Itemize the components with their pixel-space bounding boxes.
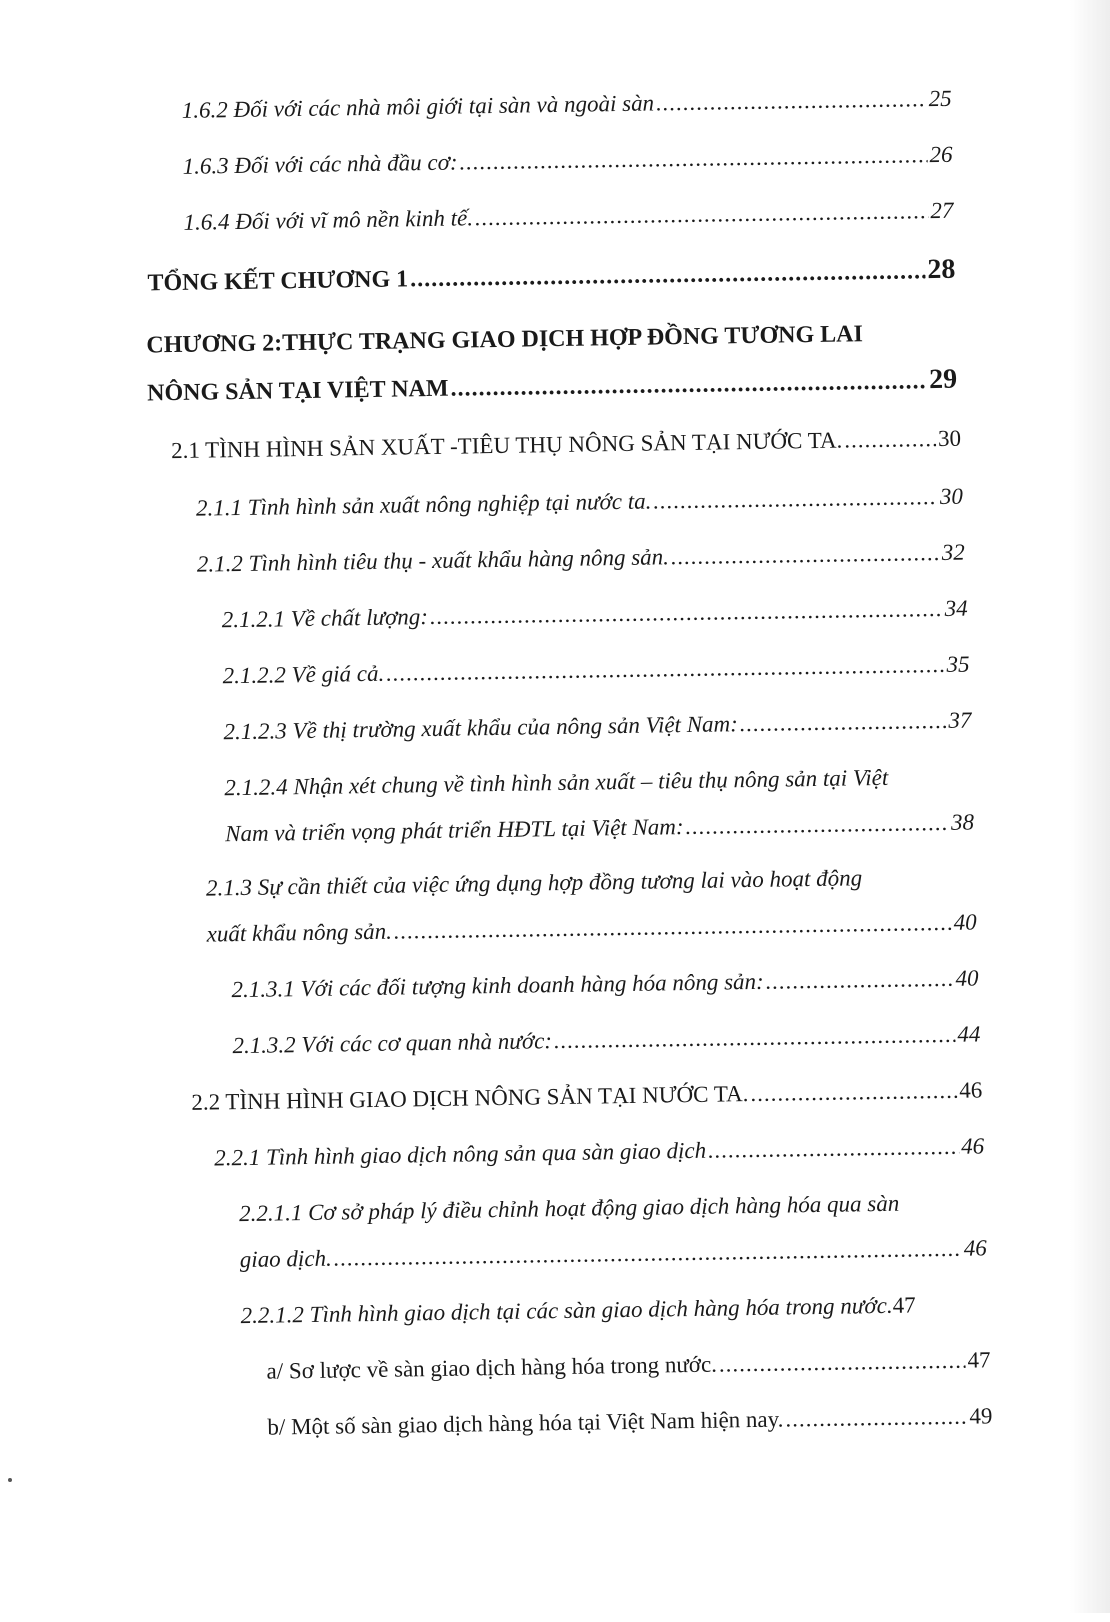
toc-entry-title: 2.1.1 Tình hình sản xuất nông nghiệp tại nước ta.	[195, 488, 652, 521]
toc-page-number: 40	[953, 909, 977, 935]
toc-entry-a	[266, 1347, 990, 1384]
dot-leader	[334, 1236, 962, 1272]
dot-leader	[653, 484, 938, 514]
toc-entry-2-1-2-1	[222, 596, 968, 634]
toc-entry-title: giao dịch.	[239, 1245, 332, 1273]
toc-page-number: 28	[927, 253, 956, 286]
dot-leader	[685, 810, 949, 840]
toc-entry-2-1-3-1	[231, 965, 978, 1003]
toc-entry-1-6-2	[182, 86, 952, 124]
toc-page-number: 47	[892, 1292, 916, 1318]
toc-page-number: 37	[948, 707, 972, 733]
toc-entry-summary-chapter-1	[147, 254, 955, 299]
toc-page-number: 25	[928, 85, 952, 112]
toc-entry-title: a/ Sơ lược về sàn giao dịch hàng hóa trong nước.	[266, 1351, 718, 1384]
toc-page-number: 40	[955, 965, 979, 991]
toc-entry-title: TỔNG KẾT CHƯƠNG 1	[147, 266, 409, 297]
toc-entry-title: b/ Một số sàn giao dịch hàng hóa tại Việt Nam hiện nay.	[267, 1406, 784, 1440]
toc-entry-2-1-3-line1: 2.1.3 Sự cần thiết của việc ứng dụng hợp đồng tương lai vào hoạt động	[205, 865, 863, 901]
toc-entry-2-2	[191, 1077, 982, 1115]
dot-leader	[785, 1404, 967, 1433]
dot-leader	[844, 426, 936, 453]
toc-entry-2-1-1	[196, 484, 963, 522]
toc-page-number: 38	[950, 809, 975, 835]
toc-page-number: 46	[960, 1133, 985, 1159]
toc-entry-title: 1.6.4 Đối với vĩ mô nền kinh tế.	[183, 205, 474, 235]
toc-entry-1-6-4	[183, 198, 953, 236]
toc-entry-title: Nam và triển vọng phát triển HĐTL tại Việt Nam:	[224, 814, 684, 847]
toc-entry-2-2-1	[214, 1133, 984, 1171]
dot-leader	[459, 142, 927, 175]
toc-entry-2-1-2-4	[225, 810, 974, 848]
toc-entry-title: xuất khẩu nông sản.	[206, 918, 393, 947]
toc-entry-title: 2.1.3.2 Với các cơ quan nhà nước:	[232, 1028, 553, 1059]
toc-entry-2-2-1-1-line1: 2.2.1.1 Cơ sở pháp lý điều chỉnh hoạt động giao dịch hàng hóa qua sàn	[238, 1190, 900, 1227]
dot-leader	[410, 258, 926, 293]
dot-leader	[554, 1022, 956, 1054]
toc-entry-title: 2.2.1 Tình hình giao dịch nông sản qua sàn giao dịch	[214, 1137, 707, 1171]
toc-page-number: 35	[946, 651, 970, 677]
toc-page-number: 44	[957, 1021, 981, 1047]
toc-entry-title: 2.1.2 Tình hình tiêu thụ - xuất khẩu hàng nông sản.	[196, 544, 670, 577]
toc-entry-title: 2.1.3.1 Với các đối tượng kinh doanh hàng hóa nông sản:	[231, 968, 764, 1003]
toc-page-number: 46	[959, 1077, 983, 1103]
toc-page-number: 32	[941, 539, 965, 565]
toc-page-number: 29	[928, 363, 958, 396]
scan-speck	[8, 1478, 12, 1482]
toc-page-number: 27	[930, 197, 954, 224]
toc-page-number: 47	[967, 1347, 991, 1373]
toc-page-number: 34	[944, 595, 968, 621]
dot-leader	[430, 596, 943, 630]
toc-page-number: 46	[963, 1235, 987, 1261]
dot-leader	[475, 198, 929, 231]
toc-entry-b	[267, 1403, 992, 1440]
dot-leader	[766, 966, 954, 995]
dot-leader	[386, 652, 945, 687]
toc-entry-title: 2.1.2.1 Về chất lượng:	[221, 604, 429, 633]
toc-entry-2-2-1-2	[240, 1292, 915, 1329]
toc-entry-chapter-2	[147, 364, 957, 409]
toc-entry-2-1-2	[197, 540, 965, 578]
dot-leader	[740, 708, 947, 737]
toc-entry-chapter-2-line1: CHƯƠNG 2:THỰC TRẠNG GIAO DỊCH HỢP ĐỒNG TƯƠNG LAI	[146, 321, 864, 359]
dot-leader	[394, 910, 952, 945]
dot-leader	[671, 540, 940, 570]
toc-entry-2-2-1-1	[240, 1235, 987, 1273]
toc-entry-title: 1.6.3 Đối với các nhà đầu cơ:	[182, 149, 458, 179]
dot-leader	[708, 1134, 959, 1164]
toc-entry-title: 2.1 TÌNH HÌNH SẢN XUẤT -TIÊU THỤ NÔNG SẢN TẠI NƯỚC TA.	[170, 427, 843, 464]
dot-leader	[719, 1348, 966, 1378]
toc-entry-2-1	[171, 426, 961, 464]
toc-page-number: 30	[937, 425, 962, 452]
toc-entry-2-1-2-2	[222, 652, 969, 690]
toc-entry-title: NÔNG SẢN TẠI VIỆT NAM	[146, 375, 449, 407]
toc-entry-title: 2.2 TÌNH HÌNH GIAO DỊCH NÔNG SẢN TẠI NƯỚC TA.	[191, 1081, 749, 1115]
dot-leader	[656, 86, 927, 116]
toc-page-number: 49	[969, 1403, 993, 1429]
toc-page-number: 30	[939, 483, 964, 509]
toc-entry-2-1-3-2	[232, 1021, 980, 1059]
toc-entry-title: 2.1.2.2 Về giá cả.	[222, 660, 385, 689]
toc-entry-2-1-2-4-line1: 2.1.2.4 Nhận xét chung về tình hình sản xuất – tiêu thụ nông sản tại Việt	[224, 764, 889, 801]
toc-entry-1-6-3	[182, 142, 952, 180]
toc-entry-title: 2.2.1.2 Tình hình giao dịch tại các sàn giao dịch hàng hóa trong nước.	[240, 1292, 893, 1329]
dot-leader	[450, 368, 927, 402]
toc-entry-2-1-2-3	[223, 708, 971, 746]
toc-entry-2-1-3	[206, 909, 976, 947]
toc-entry-title: 2.1.2.3 Về thị trường xuất khẩu của nông sản Việt Nam:	[223, 711, 739, 745]
toc-entry-title: 1.6.2 Đối với các nhà môi giới tại sàn và ngoài sàn	[181, 90, 655, 123]
toc-page-number: 26	[929, 141, 953, 168]
dot-leader	[750, 1078, 957, 1107]
